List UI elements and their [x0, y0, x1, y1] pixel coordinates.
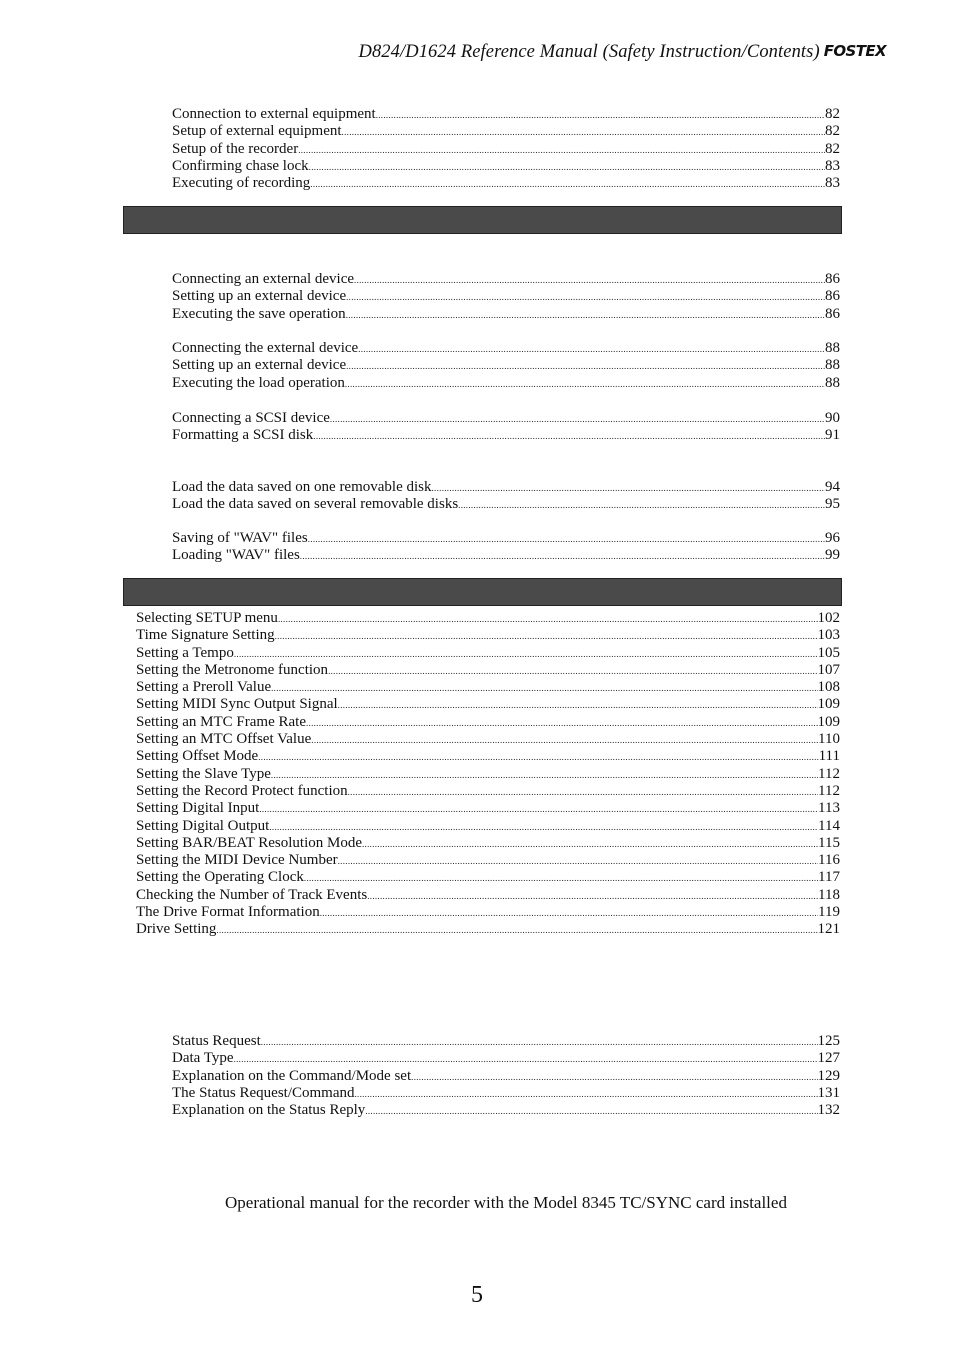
toc-entry-title: Setting MIDI Sync Output Signal	[136, 696, 338, 713]
toc-entry-page: 90	[825, 410, 840, 426]
dot-leader	[376, 107, 825, 123]
dot-leader	[348, 784, 818, 800]
toc-group-save	[172, 271, 840, 323]
toc-entry-title: Checking the Number of Track Events	[136, 886, 368, 903]
toc-entry-page: 94	[825, 479, 840, 495]
dot-leader	[362, 836, 818, 852]
toc-entry-page: 127	[817, 1050, 840, 1067]
toc-group-wav-files	[172, 530, 840, 565]
toc-entry-title: Confirming chase lock	[172, 157, 309, 174]
dot-leader	[234, 646, 818, 662]
toc-entry	[172, 357, 840, 374]
header-title: D824/D1624 Reference Manual (Safety Instruction/Contents)	[358, 42, 820, 62]
toc-entry-title: Setting the Metronome function	[136, 661, 329, 678]
toc-entry-page: 86	[825, 288, 840, 305]
toc-entry	[172, 123, 840, 140]
dot-leader	[298, 142, 825, 158]
toc-entry	[172, 530, 840, 547]
toc-entry-page: 82	[825, 106, 840, 122]
dot-leader	[306, 715, 818, 731]
dot-leader	[354, 272, 825, 288]
toc-entry	[172, 306, 840, 323]
dot-leader	[330, 411, 825, 427]
toc-entry-title: Setting BAR/BEAT Resolution Mode	[136, 834, 362, 851]
toc-entry-page: 125	[817, 1033, 840, 1049]
toc-entry	[172, 375, 840, 392]
toc-entry-title: Setting an MTC Frame Rate	[136, 713, 306, 730]
toc-entry-page: 86	[825, 271, 840, 287]
toc-entry-page: 115	[818, 834, 840, 851]
toc-entry-title: The Drive Format Information	[136, 904, 320, 921]
toc-entry-title: Selecting SETUP menu	[136, 610, 278, 626]
toc-entry-page: 88	[825, 340, 840, 356]
toc-entry	[172, 427, 840, 444]
toc-entry-title: Connecting the external device	[172, 340, 359, 356]
dot-leader	[271, 680, 817, 696]
model-8345-note: Operational manual for the recorder with the Model 8345 TC/SYNC card installed	[225, 1193, 787, 1212]
dot-leader	[300, 548, 825, 564]
toc-entry	[136, 627, 840, 644]
toc-entry-title: Connecting an external device	[172, 271, 355, 287]
toc-entry	[172, 271, 840, 288]
toc-entry-page: 121	[817, 921, 840, 938]
toc-entry-title: Setting an MTC Offset Value	[136, 731, 312, 748]
toc-entry-page: 112	[818, 765, 840, 782]
toc-entry-page: 112	[818, 782, 840, 799]
toc-entry-title: Load the data saved on several removable disks	[172, 496, 459, 513]
toc-group-removable-disk	[172, 479, 840, 514]
toc-entry-title: Executing the load operation	[172, 374, 345, 391]
toc-entry-title: Formatting a SCSI disk	[172, 427, 314, 444]
toc-entry	[172, 547, 840, 564]
toc-entry-title: The Status Request/Command	[172, 1084, 355, 1101]
toc-entry-title: Drive Setting	[136, 921, 217, 938]
section-header-bar	[123, 206, 842, 234]
toc-entry-title: Setting a Tempo	[136, 644, 234, 661]
toc-entry-title: Explanation on the Command/Mode set	[172, 1067, 412, 1084]
dot-leader	[328, 663, 817, 679]
dot-leader	[259, 801, 818, 817]
toc-entry-page: 95	[825, 496, 840, 513]
toc-entry	[172, 410, 840, 427]
dot-leader	[458, 497, 825, 513]
toc-entry-page: 96	[825, 530, 840, 546]
toc-entry	[172, 1068, 840, 1085]
dot-leader	[258, 749, 818, 765]
toc-entry-page: 91	[825, 427, 840, 444]
dot-leader	[308, 531, 825, 547]
toc-entry	[136, 921, 840, 938]
dot-leader	[304, 870, 818, 886]
toc-entry-page: 99	[825, 547, 840, 564]
section-header-bar	[123, 578, 842, 606]
toc-entry-title: Setup of the recorder	[172, 140, 299, 157]
toc-entry-title: Setting up an external device	[172, 357, 347, 374]
toc-entry-page: 108	[817, 679, 840, 696]
toc-entry	[136, 904, 840, 921]
toc-entry-page: 116	[818, 852, 840, 869]
toc-entry-page: 109	[817, 713, 840, 730]
dot-leader	[310, 176, 825, 192]
dot-leader	[346, 358, 825, 374]
dot-leader	[346, 307, 825, 323]
toc-entry	[136, 645, 840, 662]
toc-entry	[136, 714, 840, 731]
toc-entry	[172, 1102, 840, 1119]
dot-leader	[320, 905, 818, 921]
toc-entry-title: Saving of "WAV" files	[172, 530, 308, 546]
toc-entry-title: Explanation on the Status Reply	[172, 1102, 366, 1119]
toc-entry	[136, 800, 840, 817]
toc-entry-title: Setting the Slave Type	[136, 765, 271, 782]
toc-entry	[172, 158, 840, 175]
toc-entry-title: Setting Digital Output	[136, 817, 270, 834]
toc-group-scsi	[172, 410, 840, 445]
dot-leader	[365, 1103, 817, 1119]
toc-entry	[136, 679, 840, 696]
toc-entry-page: 82	[825, 140, 840, 157]
toc-entry-page: 83	[825, 175, 840, 192]
dot-leader	[346, 289, 825, 305]
dot-leader	[216, 922, 817, 938]
dot-leader	[358, 341, 825, 357]
toc-entry	[172, 496, 840, 513]
toc-entry-page: 88	[825, 357, 840, 374]
toc-entry	[172, 288, 840, 305]
dot-leader	[354, 1086, 817, 1102]
toc-entry-title: Setting up an external device	[172, 288, 347, 305]
toc-entry-title: Loading "WAV" files	[172, 547, 300, 564]
toc-entry	[172, 479, 840, 496]
toc-entry	[136, 748, 840, 765]
toc-entry-page: 118	[818, 886, 840, 903]
toc-entry	[172, 1033, 840, 1050]
dot-leader	[367, 888, 818, 904]
toc-entry	[136, 835, 840, 852]
toc-entry	[172, 340, 840, 357]
toc-entry-page: 119	[818, 904, 840, 921]
toc-entry-title: Setting Digital Input	[136, 800, 260, 817]
toc-entry-title: Status Request	[172, 1033, 261, 1049]
toc-entry-page: 109	[817, 696, 840, 713]
toc-group-load	[172, 340, 840, 392]
toc-entry	[172, 106, 840, 123]
toc-entry-page: 114	[818, 817, 840, 834]
toc-entry	[136, 662, 840, 679]
fostex-logo: FOSTEX	[823, 42, 886, 60]
toc-group-setup-menu	[136, 610, 840, 939]
toc-entry-page: 129	[817, 1067, 840, 1084]
toc-entry	[136, 869, 840, 886]
toc-entry-title: Setup of external equipment	[172, 123, 342, 140]
toc-entry	[136, 766, 840, 783]
toc-entry-page: 132	[817, 1102, 840, 1119]
toc-entry-page: 113	[818, 800, 840, 817]
dot-leader	[309, 159, 825, 175]
dot-leader	[338, 697, 818, 713]
dot-leader	[234, 1051, 818, 1067]
toc-entry	[172, 175, 840, 192]
toc-entry	[136, 783, 840, 800]
dot-leader	[345, 376, 825, 392]
toc-entry-title: Connection to external equipment	[172, 106, 376, 122]
toc-entry	[136, 887, 840, 904]
dot-leader	[411, 1069, 817, 1085]
dot-leader	[278, 611, 818, 627]
dot-leader	[313, 428, 825, 444]
toc-entry-page: 111	[818, 748, 840, 765]
toc-entry-page: 82	[825, 123, 840, 140]
toc-entry	[172, 1085, 840, 1102]
toc-entry-page: 105	[817, 644, 840, 661]
toc-entry-page: 103	[817, 627, 840, 644]
toc-entry-title: Setting the MIDI Device Number	[136, 852, 338, 869]
toc-entry-title: Connecting a SCSI device	[172, 410, 330, 426]
toc-entry-page: 102	[817, 610, 840, 626]
dot-leader	[311, 732, 818, 748]
toc-entry	[172, 1050, 840, 1067]
dot-leader	[432, 480, 826, 496]
toc-entry-page: 110	[818, 731, 840, 748]
toc-entry-page: 131	[817, 1084, 840, 1101]
toc-group-chase-recording	[172, 106, 840, 192]
toc-group-status	[172, 1033, 840, 1119]
toc-entry	[136, 731, 840, 748]
dot-leader	[342, 124, 825, 140]
dot-leader	[271, 767, 818, 783]
page-number: 5	[471, 1282, 483, 1308]
toc-entry-title: Setting the Record Protect function	[136, 782, 348, 799]
dot-leader	[275, 628, 818, 644]
dot-leader	[261, 1034, 818, 1050]
toc-entry-title: Data Type	[172, 1050, 234, 1067]
toc-entry-title: Load the data saved on one removable disk	[172, 479, 432, 495]
toc-entry	[136, 610, 840, 627]
toc-entry	[172, 141, 840, 158]
toc-entry-title: Executing of recording	[172, 175, 311, 192]
toc-entry-title: Setting the Operating Clock	[136, 869, 304, 886]
toc-entry-page: 117	[818, 869, 840, 886]
toc-entry	[136, 852, 840, 869]
toc-entry-page: 107	[817, 661, 840, 678]
toc-entry-title: Executing the save operation	[172, 305, 346, 322]
toc-entry-page: 86	[825, 305, 840, 322]
dot-leader	[338, 853, 818, 869]
toc-entry	[136, 696, 840, 713]
dot-leader	[269, 819, 818, 835]
toc-entry	[136, 818, 840, 835]
toc-entry-title: Setting Offset Mode	[136, 748, 259, 765]
toc-entry-page: 83	[825, 157, 840, 174]
toc-entry-title: Setting a Preroll Value	[136, 679, 272, 696]
toc-entry-title: Time Signature Setting	[136, 627, 275, 644]
toc-entry-page: 88	[825, 374, 840, 391]
